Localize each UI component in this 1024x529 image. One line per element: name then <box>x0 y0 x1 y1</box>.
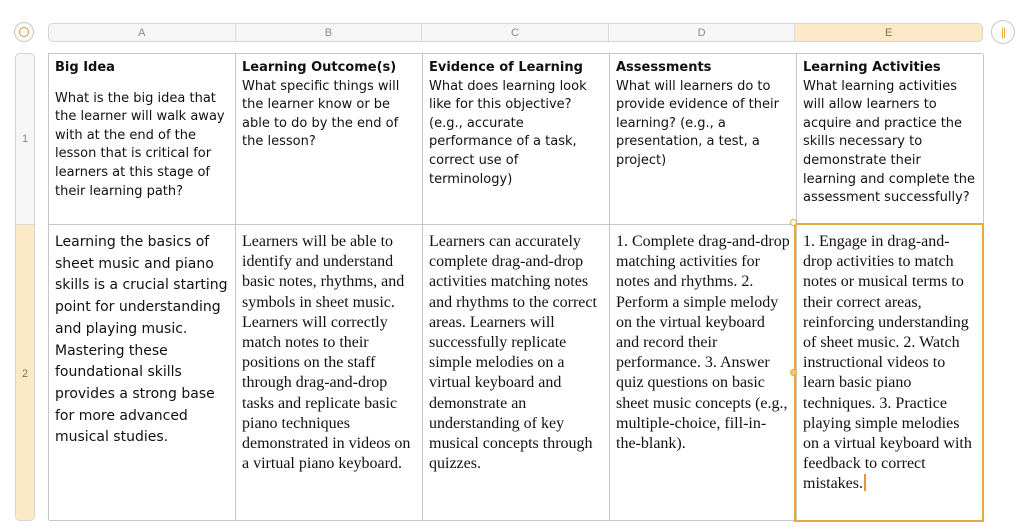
column-header-bar <box>48 23 983 42</box>
column-header-b[interactable]: B <box>236 24 423 41</box>
cell-e1-title: Learning Activities <box>803 60 941 75</box>
cell-d1-title: Assessments <box>616 60 712 75</box>
row-header-2[interactable]: 2 <box>16 225 34 521</box>
cell-e2-text[interactable]: 1. Engage in drag-and-drop activities to match notes or musical terms to their correct areas, reinforcing understanding of sheet music. 2. Watch instructional videos to learn basic piano techniques. 3. Practice playing simple melodies on a virtual keyboard with feedback to correct mistakes. <box>803 233 972 493</box>
cell-b1[interactable] <box>236 54 423 225</box>
cell-a1-desc: What is the big idea that the learner will walk away with at the end of the lesson that is critical for learners at this stage of their learning path? <box>55 90 225 199</box>
cell-e1[interactable] <box>797 54 984 225</box>
row-header-bar <box>15 53 35 521</box>
circle-handle-icon <box>19 27 29 37</box>
cell-c2-text: Learners can accurately complete drag-and-drop activities matching notes and rhythms to the correct areas. Learners will successfully replicate simple melodies on a virtual keyboard and demonstrate an understanding of key musical concepts through quizzes. <box>429 233 597 473</box>
cell-d1[interactable] <box>610 54 797 225</box>
selection-row-handle[interactable] <box>790 369 797 376</box>
cell-b1-title: Learning Outcome(s) <box>242 60 397 75</box>
cell-c2[interactable] <box>423 225 610 521</box>
cell-b2[interactable] <box>236 225 423 521</box>
column-resize-handle[interactable] <box>991 20 1015 44</box>
pause-handle-icon: || <box>1000 25 1006 39</box>
cell-a2[interactable] <box>49 225 236 521</box>
cell-e1-desc: What learning activities will allow learners to acquire and practice the skills necessary to demonstrate their learning and complete the assessment successfully? <box>803 78 975 206</box>
selection-column-handle[interactable] <box>790 219 797 226</box>
cell-a2-text: Learning the basics of sheet music and piano skills is a crucial starting point for understanding and playing music. Mastering these foundational skills provides a strong base for more advanced musical studies. <box>55 234 228 446</box>
column-header-d[interactable]: D <box>609 24 796 41</box>
cell-a1-title: Big Idea <box>55 60 115 75</box>
cell-e2[interactable] <box>797 225 984 521</box>
cell-a1[interactable] <box>49 54 236 225</box>
row-header-1[interactable]: 1 <box>16 54 34 225</box>
text-cursor <box>864 474 866 491</box>
cell-c1[interactable] <box>423 54 610 225</box>
cell-d2-text: 1. Complete drag-and-drop matching activities for notes and rhythms. 2. Perform a simple melody on the virtual keyboard and record their performance. 3. Answer quiz questions on basic sheet music concepts (e.g., multiple-choice, fill-in-the-blank). <box>616 233 790 453</box>
cell-b2-text: Learners will be able to identify and understand basic notes, rhythms, and symbols in sheet music. Learners will correctly match notes to their positions on the staff through drag-and-drop tasks and replicate basic piano techniques demonstrated in videos on a virtual piano keyboard. <box>242 233 411 473</box>
cell-c1-desc: What does learning look like for this objective? (e.g., accurate performance of a task, correct use of terminology) <box>429 78 587 187</box>
cell-d1-desc: What will learners do to provide evidence of their learning? (e.g., a presentation, a test, a project) <box>616 78 779 168</box>
cell-b1-desc: What specific things will the learner know or be able to do by the end of the lesson? <box>242 78 400 150</box>
cell-c1-title: Evidence of Learning <box>429 60 583 75</box>
column-header-c[interactable]: C <box>422 24 609 41</box>
spreadsheet-table <box>48 53 983 520</box>
table-select-handle[interactable] <box>14 22 34 42</box>
column-header-a[interactable]: A <box>49 24 236 41</box>
column-header-e[interactable]: E <box>795 24 982 41</box>
cell-d2[interactable] <box>610 225 797 521</box>
